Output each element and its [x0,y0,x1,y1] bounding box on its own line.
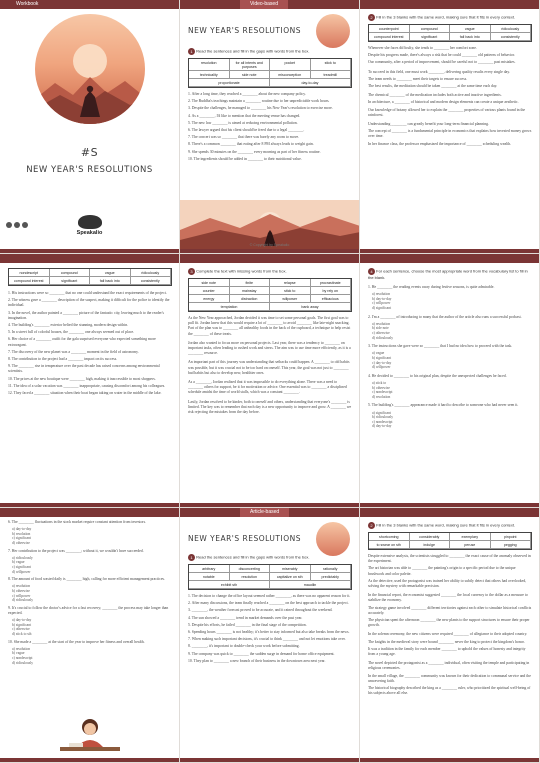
section-number: 3 [188,268,195,275]
bottom-bar [360,249,539,253]
option[interactable]: a) ridiculously [12,555,33,560]
option[interactable]: d) ridiculously [12,660,34,665]
word-box-cell: side note [189,279,230,287]
question [368,403,532,429]
option[interactable]: c) willpower [372,301,391,306]
word-box-cell: capitalize on sth [270,573,311,581]
list-item: Our knowledge of botany allowed her to explain the ________ properties of various plants found in the rainforest. [368,107,526,117]
bottom-bar [0,503,179,507]
question-text: 1. He ________ the reading events away during festive seasons, is quite admirable. [368,285,495,289]
bottom-bar [360,758,539,762]
list-item: 11. The idea of a solar vacation was ________ inappropriate, causing discomfort among his colleagues. [8,383,166,388]
word-box-cell: misconception [270,71,311,79]
tag-bar [180,254,359,263]
tab-workbook: Workbook [6,0,48,9]
word-box-cell: compound [410,25,451,33]
paragraph: As a ________, Jordan realized that it was impossible to do everything alone. There was a need to ________ others for support, be it for motivation or advice. One essential was to ________ a disciplined schedule amidst the time of world stalls, which was a constant ________. [188,380,347,395]
sunset-thumbnail [316,522,350,556]
option[interactable]: c) nondescript [372,390,393,395]
list-item: 6. Her choice of a ________ outfit for the gala surprised everyone who expected something more extravagant. [8,337,156,347]
word-box-cell: distraction [230,295,271,303]
option[interactable]: b) significant [12,622,32,627]
section-number: 2 [368,14,375,21]
list-item: 6. The lawyer argued that his client should be freed due to a legal ________. [188,128,305,133]
list-item: The best results, the meditation should be taken ________ at the same time each day. [368,84,498,89]
option[interactable]: b) day-to-day [372,296,392,301]
list-item: Despite extensive analysis, the scientists struggled to ________ the exact cause of the anomaly observed in the experiment. [368,554,531,564]
bottom-bar [0,758,179,762]
exercise-1 [188,554,352,666]
option[interactable]: c) nondescript [372,419,393,424]
word-box [188,58,352,88]
option[interactable]: d) day-to-day [372,424,392,429]
word-box-cell: compound interest [9,277,50,285]
word-box-cell: proportionate [189,79,270,87]
list-item: 12. They faced a ________ situation when their boat began taking on water in the middle of the lake. [8,391,162,396]
word-box-cell: nondescript [9,269,50,277]
question-text: 8. The amount of food wasted daily is ________ high, calling for more efficient management practices. [8,577,165,582]
item-group [368,93,532,118]
question-text: 5. The building's ________ appearance made it hard to describe to someone who had never seen it. [368,403,519,408]
word-box-cell: compound [50,269,91,277]
list-item: 9. The company was quick to ________ the sudden surge in demand for home office equipment. [188,651,335,656]
list-item: 4. As a ________, I'd like to mention that the meeting venue has changed. [188,113,301,118]
word-box-cell: pegging [491,541,532,549]
question [8,606,172,637]
question [368,315,532,341]
tab-video-based: Video-based [240,0,288,9]
item-group [368,661,532,696]
option[interactable]: b) otherwise [372,385,390,390]
item-group [368,122,532,147]
question-text: 2. I'm a ________ of introducing to many that the author of the article also runs a successful podcast. [368,314,522,319]
word-box-cell: willpower [270,295,311,303]
list-item: 9. She spends 30 minutes on the ________ every morning as part of her fitness routine. [188,149,321,154]
list-item: 5. In a street full of colorful houses, the ________ one always seemed out of place. [8,330,135,335]
question-text: 7. Her contribution to the project was ________; without it, we wouldn't have succeeded. [8,548,144,553]
word-box-cell: relapse [270,279,311,287]
word-box-cell: procrastinate [311,279,352,287]
option[interactable]: a) resolution [372,321,391,326]
list-item: 1. After a long time, they reached a ________ about the new company policy. [188,92,306,96]
word-box-cell: consistently [131,277,172,285]
item-group [368,46,532,66]
list-item: 10. They plan to ________ a new branch of their business in the downtown area next year. [188,658,326,663]
item-group [368,554,532,589]
instruction-text: Fill in the 3 blanks with the same word, making sure that it fits in every context. [376,522,516,528]
list-item: Understanding ________ can greatly benefit your long-term financial planning. [368,122,489,127]
list-item: In her finance class, the professor emphasized the importance of ________ scheduling wealth. [368,141,512,146]
option[interactable]: d) otherwise [12,540,30,545]
list-item: Our community, after a period of improvement, should be careful not to ________ past mistakes. [368,60,516,65]
word-box-cell: compound interest [369,33,410,41]
list-item: The knights in the medieval story were bound ________ never the king to protect the kingdom's honor. [368,639,525,644]
word-box-cell: ridiculously [491,25,532,33]
section-number: 1 [188,48,195,55]
option[interactable]: c) otherwise [372,330,390,335]
word-box-cell: to swear on sth [369,541,410,549]
list-item: The historical biography described the king as a ________ ruler, who prioritized the spiritual well-being of his subjects above all else. [368,686,531,696]
word-box-cell: maudlin [270,581,351,589]
mountain-icon [35,69,145,124]
word-box-cell: resolution [230,573,271,581]
list-item: 2. After many discussions, the team finally reached a ________ on the best approach to tackle the project. [188,601,349,606]
article-based-page [180,508,360,763]
instruction-text: For each sentence, choose the most appropriate word from the vocabulary list to fill in the blank. [368,268,528,280]
section-number: 4 [368,268,375,275]
option[interactable]: c) willpower [12,593,31,598]
tag-bar [0,254,179,263]
video-based-exercise-2-page [360,0,540,254]
list-item: As the detective, used the protagonist was trained her ability to subtly detect that others had overlooked, solving the mystery with remarkable precision. [368,578,527,589]
word-box-cell: significant [410,33,451,41]
question-text: 9. It's crucial to follow the doctor's advice for a fast recovery; ________ the process may take longer than expected. [8,605,169,615]
word-box-cell: pinpoint [491,533,532,541]
word-box-cell: consistently [491,33,532,41]
facebook-icon [14,222,20,228]
bottom-bar [180,503,359,507]
list-item: 5. Despite his efforts, he failed ________ in the final stage of the competition. [188,622,307,627]
option[interactable]: d) willpower [12,569,31,574]
option[interactable]: b) vague [12,560,25,565]
question-text: 10. She made a ________ at the start of the year to improve her fitness and overall health. [8,639,145,644]
instruction-text: Complete the text with missing words from the box. [196,268,287,274]
option[interactable]: a) resolution [12,646,31,651]
word-box-cell: predictably [311,573,352,581]
word-box-cell: temptation [189,303,270,311]
student-illustration [55,713,125,758]
list-item: 8. There's a common ________ that eating after 8 PM always leads to weight gain. [188,142,314,147]
word-box-cell: stick to [270,287,311,295]
list-item: In the financial report, the economist suggested ________ the local currency to the dollar as a measure to stabilize the economy. [368,593,528,603]
exercise-3 [188,268,352,417]
list-item: The novel depicted the protagonist as a ________ individual, often visiting the temple and participating in religious ceremonies. [368,661,530,671]
question-text: 6. The ________ fluctuations in the stock market require constant attention from investors. [8,520,147,524]
paragraph: As the New Year approached, Jordan decided it was time to set some personal goals. The first goal was to pull fit. Jordan knew that this would require a lot of ________ to avoid ________ like late-night snacking. Part of the plan was to ________ all unhealthy foods in the back of the cupboard, a technique to help resist the ________ of these treats. [188,316,351,336]
option[interactable]: a) resolution [372,292,391,297]
option[interactable]: d) ridiculously [372,335,394,340]
list-item: In the small village, the ________ community was known for their dedication to communal service and the unwavering faith. [368,673,531,683]
option[interactable]: a) resolution [12,584,31,589]
word-box-cell: arbitrary [189,565,230,573]
paragraph: An important part of this journey was understanding that setbacks could happen. A ________ to old habits was possible, but it was crucial not to be too hard on oneself. This year, the goal was not just to ________ bad habits but also to develop new, healthier ones. [188,360,350,375]
question [8,577,172,603]
instagram-icon [6,222,12,228]
article-fill-page [180,254,360,508]
option[interactable]: d) resolution [372,394,391,399]
list-item: 3. ________, the weather forecast proved to be accurate, and it rained throughout the weekend. [188,608,333,613]
word-box-cell: energy [189,295,230,303]
list-item: To succeed in this field, one must work ________, delivering quality results every single day. [368,69,510,74]
list-item: The concept of ________ is a fundamental principle in economics that explains how invested money grows over time. [368,129,532,139]
list-item: It was a tradition in the family for each member ________ to uphold the values of honesty and integrity from a young age. [368,646,526,657]
option[interactable]: a) day-to-day [12,527,32,532]
word-box-cell: for all intents and purposes [230,59,271,71]
item-list [188,594,352,664]
word-box-cell: considerably [410,533,451,541]
social-icons [6,222,28,228]
option[interactable]: d) ridiculously [12,598,34,603]
article-text [188,316,352,415]
exercise-2 [368,522,532,698]
question [368,344,532,370]
word-box-cell: treadmill [311,71,352,79]
question [8,520,172,546]
sunset-illustration [35,14,145,124]
item-groups [368,554,532,696]
option[interactable]: b) otherwise [12,588,30,593]
word-box [368,24,532,42]
item-group [368,593,532,628]
list-item: 2. The witness gave a ________ description of the suspect, making it difficult for the police to identify the individual. [8,298,170,308]
word-box-cell: day-to-day [270,79,351,87]
option[interactable]: c) nondescript [12,655,33,660]
page-title: NEW YEAR'S RESOLUTIONS [188,26,301,35]
tag-bar [0,508,179,517]
sunset-thumbnail [316,14,350,48]
article-based-exercise-2-page [360,508,540,763]
exercise-4 [368,268,532,429]
list-item: 10. The prices at the new boutique were ________ high, making it inaccessible to most shoppers. [8,376,156,381]
word-box-cell: resolution [189,59,230,71]
list-item: The physician spent the afternoon ________ the new plants to the support structures to ensure their proper growth. [368,618,530,628]
paragraph: Lastly, Jordan resolved to be kinder, both to oneself and others, understanding that everyone's ________ is limited. The key was to remember that each day is a new opportunity to improve and grow. A ________ we risk rejecting the mistakes from the day before. [188,399,352,415]
tag-bar [360,0,539,9]
word-box [188,564,352,590]
word-box-cell: ridiculously [131,269,172,277]
option[interactable]: c) day-to-day [372,360,392,365]
list-item: Whenever she faces difficulty, she tends to ________ her comfort zone. [368,46,477,50]
word-box-cell: stick to [311,59,352,71]
option[interactable]: a) day-to-day [12,618,32,623]
list-item: 4. The building's ________ exterior belied the stunning, modern design within. [8,323,129,328]
option[interactable]: c) otherwise [12,627,30,632]
word-box-cell: rationally [311,565,352,573]
item-groups [368,46,532,147]
list-item: 8. ________, it's important to double-check your work before submitting. [188,644,300,649]
video-based-page [180,0,360,254]
tag-bar [360,508,539,517]
question-text: 4. He decided to ________ to his original plan, despite the unexpected challenges he faced. [368,373,507,378]
list-item: 1. His instructions were so ________ that no one could understand the exact requirements of the project. [8,291,167,295]
option[interactable]: a) significant [372,410,391,415]
option[interactable]: d) significant [372,305,392,310]
option[interactable]: b) vague [12,651,25,656]
question-list [8,520,172,665]
word-box-cell: technicality [189,71,230,79]
option[interactable]: d) stick to sth [12,631,32,636]
word-box-cell: notable [189,573,230,581]
list-item: Despite his progress made, there's always a risk that he could ________ old patterns of behavior. [368,53,515,58]
word-box-cell: by rely on [311,287,352,295]
section-number: 2 [368,522,375,529]
item-group [368,632,532,657]
word-box [8,268,172,286]
word-box-cell: side note [230,71,271,79]
question [8,640,172,666]
option[interactable]: c) significant [12,536,31,541]
word-box-cell: peruse [450,541,491,549]
option[interactable]: d) willpower [372,365,391,370]
instruction-text: Fill in the 3 blanks with the same word, making sure that it fits in every context. [376,14,516,20]
word-box-cell: vague [450,25,491,33]
word-box-cell: exemplary [450,533,491,541]
page-title: NEW YEAR'S RESOLUTIONS [188,534,301,543]
word-box-cell: exhibit sth [189,581,270,589]
exercise [8,268,172,398]
cover-page [0,0,180,254]
word-box-cell: mainstay [230,287,271,295]
option[interactable]: c) significant [12,564,31,569]
cover-title: NEW YEAR'S RESOLUTIONS [26,165,153,175]
list-item: 7. The concert was so ________ that there was barely any room to move. [188,135,300,140]
multiple-choice-page [360,254,540,508]
list-item: 10. The ingredients should be added in ________ to their nutritional value. [188,156,302,161]
cover-code: #S [80,146,99,159]
word-box-cell: counterpoint [369,25,410,33]
brand-name: Speakalio [76,230,103,236]
list-item: 7. The discovery of the new planet was a ________ moment in the field of astronomy. [8,349,139,354]
option[interactable]: b) resolution [12,531,31,536]
question [8,549,172,575]
tag-bar [360,254,539,263]
exercise-2 [368,14,532,149]
word-box [368,532,532,550]
word-box-cell: disconcerting [230,565,271,573]
tab-article-based: Article-based [240,508,289,517]
word-box-cell: pocket [270,59,311,71]
list-item: 3. Despite the challenges, he managed to ________ his New Year's resolution to exercise more. [188,106,333,111]
word-box [188,278,352,312]
word-box-cell: shortcoming [369,533,410,541]
option[interactable]: b) significant [372,355,392,360]
word-box-cell: efficacious [311,295,352,303]
tiktok-icon [22,222,28,228]
option[interactable]: a) stick to [372,380,387,385]
bottom-bar [180,249,359,253]
exercise-1 [188,48,352,164]
list-item: 2. The Buddha's teachings maintain a ________ routine due to her unpredictable work hours. [188,99,330,104]
word-box-cell: significant [50,277,91,285]
list-item: The art historian was able to ________ the painting's origin to a specific period due to the unique brushwork and color palette. [368,566,516,576]
bottom-bar [360,503,539,507]
item-group [368,70,532,90]
word-box-cell: fall back into [450,33,491,41]
list-item: 4. The sun showed a ________ trend in market demands over the past year. [188,615,303,620]
item-list [8,291,172,396]
option[interactable]: b) ridiculously [372,415,394,420]
list-item: 5. The new law ________ is aimed at reducing environmental pollution. [188,120,298,125]
question-list [368,285,532,429]
option[interactable]: b) side note [372,326,389,331]
option[interactable]: a) vague [372,351,385,356]
list-item: 6. Spending hours ________ is not healthy; it's better to stay informed but also take breaks from the news. [188,630,350,635]
list-item: 1. The decision to change the office layout seemed rather ________, as there was no apparent reason for it. [188,594,351,598]
question [368,374,532,400]
bottom-bar [0,249,179,253]
word-box-cell: indulge [410,541,451,549]
list-item: 7. When making such important decisions, it's crucial to think ________ and not let emotions take over. [188,637,346,642]
multiple-choice-page-2 [0,508,180,763]
speakalio-logo-icon [78,215,102,229]
workbook-page-3 [0,254,180,508]
word-box-cell: fall back into [90,277,131,285]
instruction-text: Read the sentences and fill in the gaps with words from the box. [196,48,310,54]
word-box-cell: vague [90,269,131,277]
question-text: 3. The instructions she gave were so ________ that I had no idea how to proceed with the task. [368,344,513,349]
section-number: 1 [188,554,195,561]
word-box-cell: miserably [270,565,311,573]
instruction-text: Read the sentences and fill in the gaps with words from the box. [196,554,310,560]
list-item: 9. The ________ rise in temperature over the past decade has raised concerns among environmental scientists. [8,364,160,374]
question [368,285,532,311]
list-item: In the solemn ceremony, the new citizens were required ________ of allegiance to their adopted country. [368,632,528,637]
list-item: 8. The contribution to the project had a ________ impact on its success. [8,357,118,362]
item-list [188,92,352,162]
word-box-cell: bank away [270,303,351,311]
bottom-bar [180,758,359,762]
word-box-cell: finite [230,279,271,287]
copyright: © Copyright by Speakalio [249,243,290,247]
list-item: The chemical ________ of the medication includes both active and inactive ingredients. [368,93,502,98]
list-item: The team needs to ________ meet their targets to ensure success. [368,76,468,81]
list-item: The strategy game involved ________ different territories against each other to simulate historical conflicts accurately. [368,605,532,615]
paragraph: Jordan also wanted to focus more on personal projects. Last year, there was a tendency to ________ on important tasks, often leading to rushed work and stress. The aim was to use time more efficiently, as it is a ________ resource. [188,340,351,356]
list-item: 3. In the novel, the author painted a ________ picture of the fantastic city, leaving much to the reader's imagination. [8,310,164,320]
list-item: In architecture, a ________ of historical and modern design elements can create a unique aesthetic. [368,100,519,105]
word-box-cell: counter [189,287,230,295]
